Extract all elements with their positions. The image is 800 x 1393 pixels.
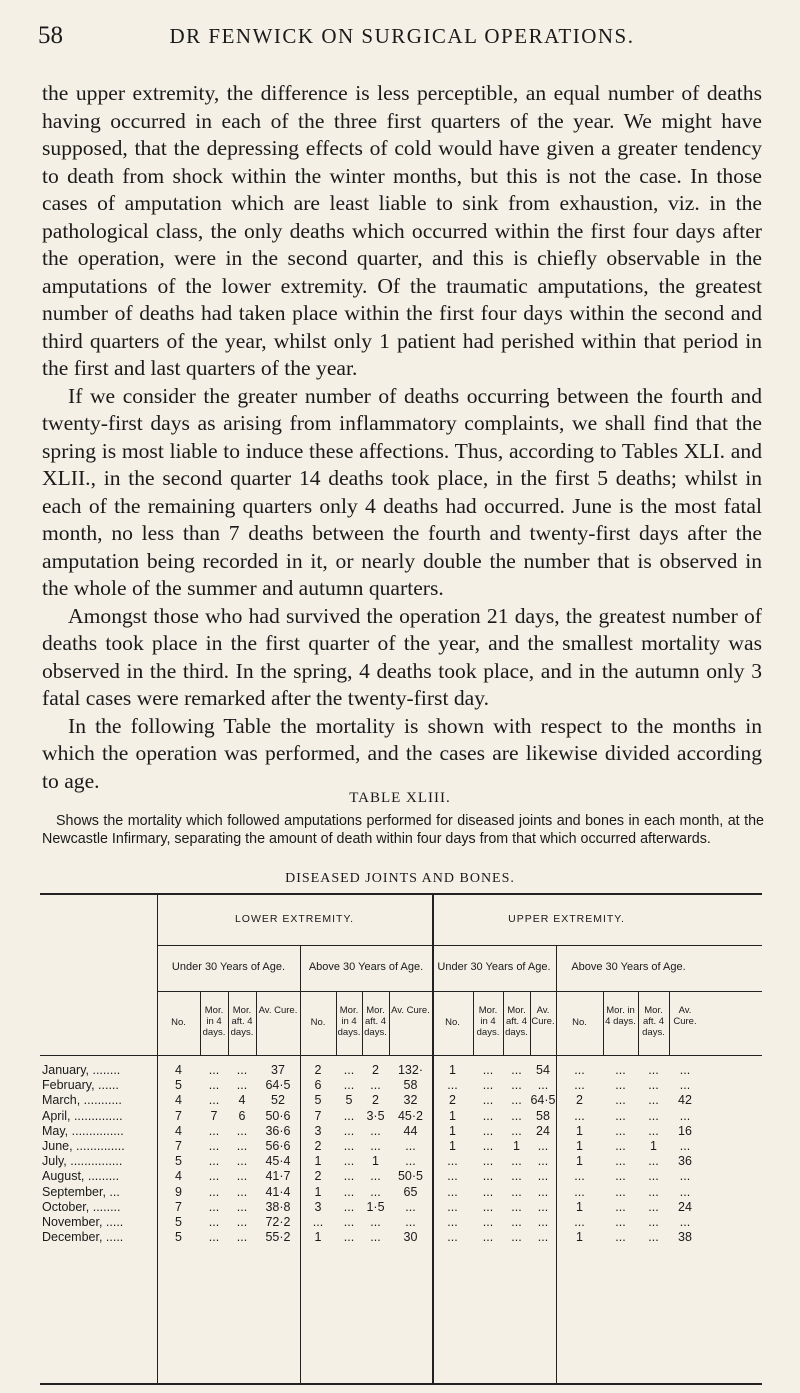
table-cell: 5 bbox=[175, 1215, 182, 1229]
table-cell: 7 bbox=[314, 1108, 322, 1123]
table-cell: ... bbox=[537, 1169, 549, 1184]
table-cell: 3 bbox=[314, 1123, 322, 1138]
month-label: June, .............. bbox=[42, 1139, 125, 1153]
table-cell: ... bbox=[537, 1154, 549, 1169]
table-cell: ... bbox=[370, 1169, 381, 1184]
column-header: No. bbox=[445, 1017, 460, 1028]
month-label: February, ...... bbox=[42, 1078, 119, 1093]
table-cell: 5 bbox=[314, 1093, 322, 1108]
table-cell: ... bbox=[343, 1169, 355, 1184]
table-cell: ... bbox=[208, 1093, 220, 1108]
column-header: Mor. in 4 days. bbox=[202, 1005, 226, 1038]
table-cell: 45·4 bbox=[265, 1154, 291, 1169]
table-cell: ... bbox=[236, 1215, 248, 1229]
table-cell: 9 bbox=[175, 1184, 182, 1199]
table-cell: 45·2 bbox=[397, 1108, 424, 1123]
table-top-rule bbox=[40, 893, 762, 895]
column-header: Mor. aft. 4 days. bbox=[230, 1005, 254, 1038]
table-cell: 38 bbox=[678, 1230, 692, 1245]
subgroup-heading: Above 30 Years of Age. bbox=[308, 961, 424, 973]
table-cell: ... bbox=[482, 1063, 494, 1077]
table-cell: ... bbox=[482, 1093, 494, 1108]
table-cell: ... bbox=[648, 1093, 659, 1108]
table-cell: 37 bbox=[271, 1063, 285, 1077]
table-cell: 1 bbox=[576, 1139, 583, 1153]
table-cell: 65 bbox=[403, 1184, 418, 1199]
table-cell: ... bbox=[648, 1063, 659, 1077]
month-label: March, ........... bbox=[42, 1093, 122, 1108]
table-cell: ... bbox=[482, 1123, 494, 1138]
table-cell: ... bbox=[482, 1154, 494, 1169]
table-cell: ... bbox=[312, 1215, 324, 1229]
table-cell: ... bbox=[574, 1184, 585, 1199]
column-header: No. bbox=[572, 1017, 587, 1028]
table-cell: ... bbox=[615, 1184, 626, 1199]
month-label: September, ... bbox=[42, 1184, 120, 1199]
table-cell: 7 bbox=[175, 1108, 182, 1123]
table-cell: ... bbox=[648, 1078, 659, 1093]
table-cell: ... bbox=[208, 1123, 220, 1138]
table-cell: ... bbox=[679, 1169, 691, 1184]
month-label: May, ............... bbox=[42, 1123, 124, 1138]
table-cell: 30 bbox=[403, 1230, 418, 1245]
table-cell: ... bbox=[343, 1139, 355, 1153]
column-header: Av. Cure. bbox=[673, 1005, 697, 1027]
table-cell: ... bbox=[511, 1199, 522, 1214]
table-cell: 52 bbox=[271, 1093, 285, 1108]
table-cell: ... bbox=[447, 1199, 458, 1214]
table-cell: ... bbox=[405, 1215, 416, 1229]
table-cell: 1 bbox=[513, 1139, 520, 1153]
table-cell: ... bbox=[511, 1230, 522, 1245]
group-heading-lower: LOWER EXTREMITY. bbox=[234, 913, 355, 925]
table-cell: ... bbox=[511, 1093, 522, 1108]
table-cell: 36 bbox=[678, 1154, 692, 1169]
table-cell: 4 bbox=[175, 1123, 182, 1138]
column-header: Av. Cure. bbox=[391, 1005, 430, 1016]
table-cell: 132· bbox=[397, 1063, 424, 1077]
table-cell: 2 bbox=[314, 1063, 322, 1077]
table-cell: 5 bbox=[175, 1078, 182, 1093]
body-text bbox=[42, 80, 762, 795]
table-cell: ... bbox=[537, 1078, 549, 1093]
column-header: Av. Cure. bbox=[531, 1005, 555, 1027]
table-cell: 24 bbox=[536, 1123, 550, 1138]
table-cell: 36·6 bbox=[265, 1123, 291, 1138]
table-cell: ... bbox=[615, 1154, 626, 1169]
table-cell: ... bbox=[236, 1184, 248, 1199]
table-cell: ... bbox=[236, 1199, 248, 1214]
table-cell: 2 bbox=[372, 1093, 379, 1108]
table-cell: ... bbox=[343, 1123, 355, 1138]
table-cell: 1 bbox=[449, 1108, 456, 1123]
table-cell: ... bbox=[236, 1123, 248, 1138]
table-cell: 2 bbox=[576, 1093, 583, 1108]
column-rule bbox=[389, 991, 390, 1055]
table-cell: ... bbox=[482, 1139, 494, 1153]
group-rule bbox=[157, 945, 762, 946]
table-cell: ... bbox=[679, 1108, 691, 1123]
column-header: Mor. aft. 4 days. bbox=[642, 1005, 665, 1038]
column-header: Mor. in 4 days. bbox=[605, 1005, 636, 1027]
table-caption: Shows the mortality which followed amputations performed for diseased joints and bones in each month, at the Newcastle Infirmary, separating the amount of death within four days from that which occurred afterwards. bbox=[42, 813, 764, 847]
table-cell: 41·4 bbox=[265, 1184, 291, 1199]
table-cell: ... bbox=[615, 1063, 626, 1077]
table-cell: 1 bbox=[576, 1199, 583, 1214]
column-rule bbox=[256, 991, 257, 1055]
table-cell: 38·8 bbox=[265, 1199, 291, 1214]
table-title: TABLE XLIII. bbox=[349, 790, 451, 806]
table-cell: ... bbox=[511, 1123, 522, 1138]
table-cell: 6 bbox=[238, 1108, 246, 1123]
table-cell: ... bbox=[482, 1199, 494, 1214]
table-cell: ... bbox=[615, 1230, 626, 1245]
subgroup-rule bbox=[157, 991, 762, 992]
column-header: Av. Cure. bbox=[258, 1005, 298, 1016]
column-header: No. bbox=[171, 1017, 186, 1028]
table-cell: ... bbox=[208, 1230, 220, 1245]
table-cell: 56·6 bbox=[265, 1139, 291, 1153]
table-cell: ... bbox=[679, 1215, 691, 1229]
table-cell: ... bbox=[511, 1108, 522, 1123]
table-cell: ... bbox=[208, 1154, 220, 1169]
table-cell: ... bbox=[679, 1139, 691, 1153]
table-cell: ... bbox=[482, 1184, 494, 1199]
table-cell: ... bbox=[537, 1230, 549, 1245]
table-cell: ... bbox=[511, 1063, 522, 1077]
table-cell: ... bbox=[648, 1230, 659, 1245]
column-header: Mor. in 4 days. bbox=[476, 1005, 500, 1038]
table-cell: ... bbox=[405, 1139, 416, 1153]
table-cell: ... bbox=[574, 1078, 585, 1093]
table-cell: 4 bbox=[175, 1093, 182, 1108]
paragraph: Amongst those who had survived the operation 21 days, the greatest number of deaths took place in the first quarter of the year, and the smallest mortality was observed in the third. In the spring, 4 deaths took place, and in the autumn only 3 fatal cases were remarked after the twenty-first day. bbox=[42, 603, 762, 710]
month-label: April, .............. bbox=[42, 1108, 123, 1123]
table-cell: ... bbox=[679, 1184, 691, 1199]
table-cell: ... bbox=[648, 1123, 659, 1138]
table-cell: 16 bbox=[678, 1123, 692, 1138]
table-cell: ... bbox=[343, 1154, 355, 1169]
table-cell: ... bbox=[447, 1154, 458, 1169]
table-cell: 4 bbox=[175, 1063, 182, 1077]
column-header: Mor. aft. 4 days. bbox=[364, 1005, 387, 1038]
table-cell: ... bbox=[370, 1230, 381, 1245]
table-cell: ... bbox=[574, 1063, 585, 1077]
table-cell: ... bbox=[208, 1139, 220, 1153]
subgroup-heading: Under 30 Years of Age. bbox=[171, 961, 286, 973]
table-cell: 6 bbox=[314, 1078, 322, 1093]
month-label: January, ........ bbox=[42, 1063, 121, 1077]
table-cell: ... bbox=[343, 1108, 355, 1123]
table-cell: ... bbox=[648, 1169, 659, 1184]
table-cell: ... bbox=[511, 1184, 522, 1199]
table-cell: ... bbox=[208, 1184, 220, 1199]
table-cell: ... bbox=[447, 1169, 458, 1184]
table-cell: 58 bbox=[536, 1108, 550, 1123]
month-label: August, ......... bbox=[42, 1169, 120, 1184]
table-cell: ... bbox=[574, 1169, 585, 1184]
table-cell: 1 bbox=[449, 1123, 456, 1138]
table-cell: 7 bbox=[175, 1199, 182, 1214]
column-header: Mor. in 4 days. bbox=[337, 1005, 361, 1038]
paragraph: the upper extremity, the difference is less perceptible, an equal number of deaths having occurred in each of the three first quarters of the year. We might have supposed, that the depressing effects of cold would have given a greater tendency to death from shock within the winter months, but this is not the case. In those cases of amputation which are least liable to sink from exhaustion, viz. in the pathological class, the only deaths which occurred within the first four days after the operation, were in the second quarter, and this is chiefly observable in the amputations of the lower extremity. Of the traumatic amputations, the greatest number of deaths had taken place within the first four days within the second and third quarters of the year, whilst only 1 patient had perished within that period in the first and last quarters of the year. bbox=[42, 81, 762, 380]
table-cell: ... bbox=[343, 1184, 355, 1199]
table-cell: ... bbox=[537, 1184, 549, 1199]
mortality-table bbox=[40, 893, 800, 1393]
table-cell: 2 bbox=[372, 1063, 379, 1077]
table-cell: 7 bbox=[210, 1108, 218, 1123]
table-cell: ... bbox=[447, 1230, 458, 1245]
table-cell: 1 bbox=[449, 1139, 456, 1153]
table-cell: 1 bbox=[576, 1123, 583, 1138]
table-cell: ... bbox=[370, 1139, 381, 1153]
table-cell: 2 bbox=[449, 1093, 456, 1108]
table-cell: ... bbox=[370, 1078, 381, 1093]
table-cell: ... bbox=[511, 1169, 522, 1184]
table-cell: ... bbox=[615, 1123, 626, 1138]
table-cell: 1 bbox=[576, 1154, 583, 1169]
subgroup-heading: Under 30 Years of Age. bbox=[437, 961, 551, 973]
table-cell: 5 bbox=[175, 1154, 182, 1169]
table-cell: 4 bbox=[238, 1093, 246, 1108]
table-cell: ... bbox=[511, 1154, 522, 1169]
table-cell: 4 bbox=[175, 1169, 182, 1184]
table-cell: ... bbox=[343, 1063, 355, 1077]
table-cell: 5 bbox=[175, 1230, 182, 1245]
table-cell: ... bbox=[648, 1184, 659, 1199]
table-cell: ... bbox=[574, 1108, 585, 1123]
table-cell: ... bbox=[405, 1154, 416, 1169]
table-cell: 1 bbox=[372, 1154, 379, 1169]
table-cell: ... bbox=[208, 1063, 220, 1077]
table-cell: 24 bbox=[678, 1199, 692, 1214]
table-cell: ... bbox=[615, 1139, 626, 1153]
table-cell: 64·5 bbox=[265, 1078, 291, 1093]
table-cell: ... bbox=[615, 1199, 626, 1214]
table-cell: ... bbox=[648, 1215, 659, 1229]
column-header: Mor. aft. 4 days. bbox=[505, 1005, 528, 1038]
table-cell: ... bbox=[447, 1215, 458, 1229]
table-cell: 1·5 bbox=[366, 1199, 385, 1214]
table-cell: 42 bbox=[678, 1093, 692, 1108]
header-bottom-rule bbox=[40, 1055, 762, 1056]
table-cell: ... bbox=[615, 1078, 626, 1093]
table-cell: ... bbox=[208, 1169, 220, 1184]
subgroup-heading: Above 30 Years of Age. bbox=[571, 961, 686, 973]
table-cell: 5 bbox=[345, 1093, 353, 1108]
table-cell: ... bbox=[648, 1154, 659, 1169]
table-cell: 1 bbox=[314, 1184, 322, 1199]
month-label: October, ........ bbox=[42, 1199, 121, 1214]
table-cell: ... bbox=[511, 1078, 522, 1093]
table-cell: ... bbox=[236, 1230, 248, 1245]
table-cell: ... bbox=[615, 1108, 626, 1123]
table-cell: 64·5 bbox=[530, 1093, 556, 1108]
running-title: DR FENWICK ON SURGICAL OPERATIONS. bbox=[169, 24, 635, 48]
month-label: July, ............... bbox=[42, 1154, 123, 1169]
table-cell: ... bbox=[236, 1154, 248, 1169]
table-cell: ... bbox=[370, 1123, 381, 1138]
page-number: 58 bbox=[38, 22, 63, 49]
table-cell: ... bbox=[208, 1215, 220, 1229]
table-cell: ... bbox=[615, 1093, 626, 1108]
table-cell: ... bbox=[574, 1215, 585, 1229]
table-cell: ... bbox=[236, 1139, 248, 1153]
table-cell: ... bbox=[405, 1199, 416, 1214]
table-cell: 50·6 bbox=[265, 1108, 291, 1123]
table-cell: ... bbox=[208, 1078, 220, 1093]
table-cell: ... bbox=[370, 1215, 381, 1229]
month-label: December, ..... bbox=[42, 1230, 124, 1245]
table-cell: 1 bbox=[314, 1230, 322, 1245]
table-cell: ... bbox=[343, 1215, 355, 1229]
paragraph: In the following Table the mortality is shown with respect to the months in which the operation was performed, and the cases are likewise divided according to age. bbox=[42, 713, 762, 793]
table-bottom-rule bbox=[40, 1383, 762, 1385]
table-cell: ... bbox=[511, 1215, 522, 1229]
table-cell: ... bbox=[343, 1199, 355, 1214]
table-cell: ... bbox=[208, 1199, 220, 1214]
table-cell: ... bbox=[236, 1063, 248, 1077]
group-heading-upper: UPPER EXTREMITY. bbox=[508, 913, 625, 925]
table-cell: 54 bbox=[536, 1063, 550, 1077]
table-cell: 3 bbox=[314, 1199, 322, 1214]
table-cell: ... bbox=[537, 1215, 549, 1229]
table-cell: ... bbox=[343, 1078, 355, 1093]
table-cell: ... bbox=[370, 1184, 381, 1199]
table-cell: 1 bbox=[314, 1154, 322, 1169]
table-cell: ... bbox=[482, 1215, 494, 1229]
paragraph: If we consider the greater number of deaths occurring between the fourth and twenty-first days as arising from inflammatory complaints, we shall find that the spring is most liable to induce these affections. Thus, according to Tables XLI. and XLII., in the second quarter 14 deaths took place, in the first 5 deaths; whilst in each of the remaining quarters only 4 deaths had occurred. June is the most fatal month, no less than 7 deaths between the fourth and twenty-first days after the amputation being recorded in it, or nearly double the number that is observed in the whole of the summer and autumn quarters. bbox=[42, 383, 762, 600]
table-cell: ... bbox=[482, 1230, 494, 1245]
table-cell: ... bbox=[482, 1169, 494, 1184]
table-cell: 1 bbox=[576, 1230, 583, 1245]
table-cell: 50·5 bbox=[397, 1169, 424, 1184]
table-cell: 44 bbox=[403, 1123, 418, 1138]
table-cell: ... bbox=[447, 1078, 458, 1093]
table-cell: 7 bbox=[175, 1139, 182, 1153]
table-cell: 1 bbox=[449, 1063, 456, 1077]
column-header: No. bbox=[310, 1017, 326, 1028]
table-cell: 2 bbox=[314, 1169, 322, 1184]
table-cell: ... bbox=[648, 1108, 659, 1123]
table-cell: 55·2 bbox=[265, 1230, 291, 1245]
table-cell: ... bbox=[615, 1215, 626, 1229]
table-cell: ... bbox=[482, 1078, 494, 1093]
table-cell: ... bbox=[679, 1078, 691, 1093]
table-cell: ... bbox=[236, 1169, 248, 1184]
table-cell: 3·5 bbox=[366, 1108, 385, 1123]
month-label: November, ..... bbox=[42, 1215, 124, 1229]
table-cell: ... bbox=[447, 1184, 458, 1199]
page-header bbox=[38, 18, 766, 58]
table-cell: 58 bbox=[403, 1078, 418, 1093]
table-cell: ... bbox=[236, 1078, 248, 1093]
table-cell: ... bbox=[648, 1199, 659, 1214]
table-cell: 2 bbox=[314, 1139, 322, 1153]
table-cell: 32 bbox=[403, 1093, 418, 1108]
table-cell: ... bbox=[482, 1108, 494, 1123]
table-cell: 72·2 bbox=[265, 1215, 291, 1229]
table-cell: ... bbox=[343, 1230, 355, 1245]
section-heading: DISEASED JOINTS AND BONES. bbox=[285, 871, 515, 886]
table-cell: ... bbox=[537, 1199, 549, 1214]
table-cell: ... bbox=[615, 1169, 626, 1184]
table-cell: ... bbox=[537, 1139, 549, 1153]
table-cell: 1 bbox=[650, 1139, 657, 1153]
table-cell: ... bbox=[679, 1063, 691, 1077]
table-cell: 41·7 bbox=[265, 1169, 291, 1184]
